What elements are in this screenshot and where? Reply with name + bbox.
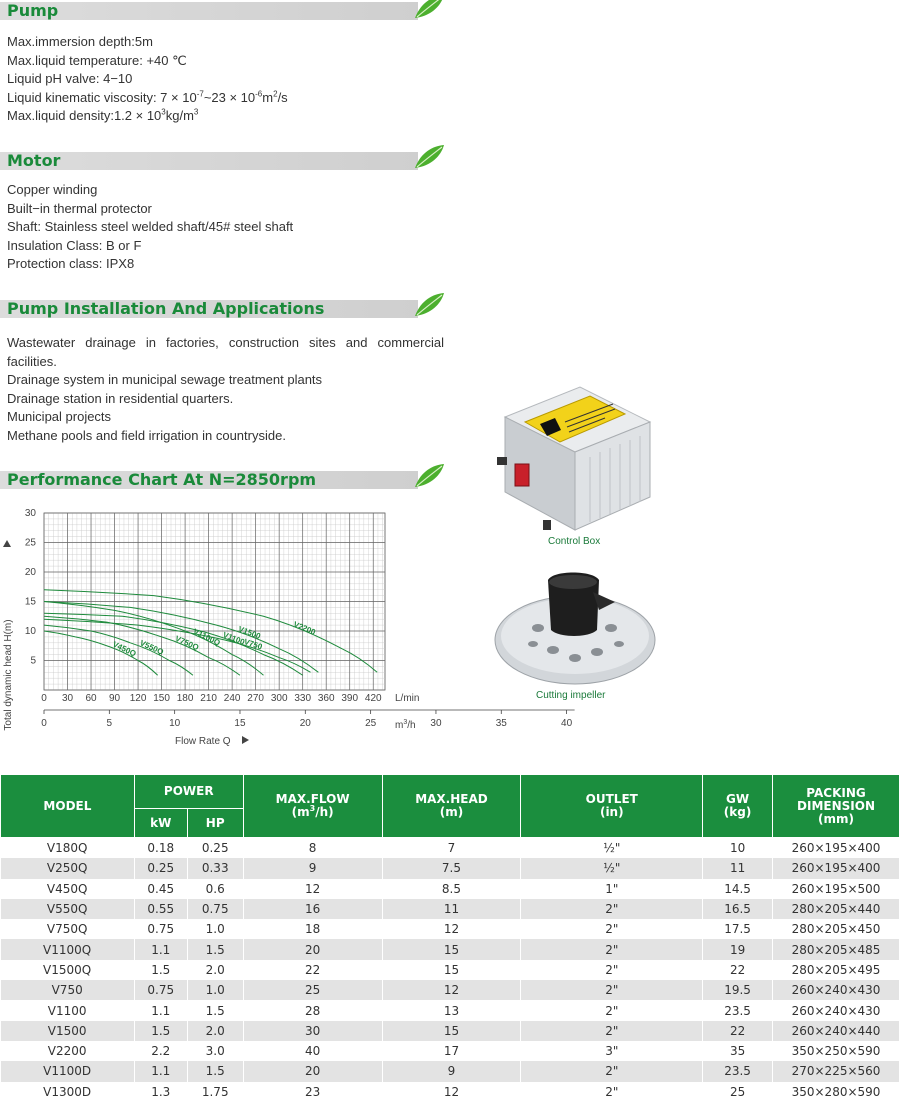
leaf-icon — [413, 144, 445, 170]
cutting-impeller-image — [493, 570, 657, 686]
cell-hp: 2.0 — [187, 960, 243, 980]
cell-gw: 10 — [703, 838, 773, 859]
col-header-gw: GW (kg) — [703, 775, 773, 838]
application-line: Wastewater drainage in factories, construction sites and commercial facilities. — [7, 335, 444, 369]
spec-table-body — [1, 838, 900, 1102]
cell-kw: 0.75 — [134, 919, 187, 939]
col-header-max-head: MAX.HEAD (m) — [382, 775, 521, 838]
cell-kw: 0.45 — [134, 879, 187, 899]
cell-hp: 1.0 — [187, 919, 243, 939]
leaf-icon — [413, 463, 445, 489]
section-title: Motor — [7, 151, 61, 170]
cell-gw: 17.5 — [703, 919, 773, 939]
col-header-max-flow: MAX.FLOW $(m^3/h)$ — [243, 775, 382, 838]
y-tick-label: 5 — [30, 655, 36, 667]
cell-max-head: 15 — [382, 939, 521, 959]
cell-kw: 1.1 — [134, 1000, 187, 1020]
cell-outlet: 1" — [521, 879, 703, 899]
x2-tick-label: 10 — [169, 718, 181, 729]
cell-model: V1100D — [1, 1061, 135, 1081]
cell-packing: 260×195×500 — [773, 879, 900, 899]
spec-line-density: Max.liquid density:1.2 × $10^3kg/m^3$ — [7, 107, 199, 123]
x-axis-arrow-icon — [242, 736, 249, 744]
cell-max-flow: 20 — [243, 939, 382, 959]
curve-label: V450Q — [111, 639, 138, 659]
table-row — [1, 980, 900, 1000]
pump-specs — [7, 33, 288, 126]
x2-tick-label: 20 — [299, 718, 311, 729]
cell-outlet: ½" — [521, 858, 703, 878]
col-header-packing: PACKING DIMENSION (mm) — [773, 775, 900, 838]
x-tick-label: 0 — [41, 693, 47, 704]
x-tick-label: 210 — [200, 693, 217, 704]
cell-model: V1500Q — [1, 960, 135, 980]
x2-tick-label: 30 — [430, 718, 442, 729]
section-header-pump — [0, 0, 445, 22]
cell-hp: 1.75 — [187, 1082, 243, 1102]
cell-outlet: 3" — [521, 1041, 703, 1061]
cell-hp: 1.5 — [187, 1061, 243, 1081]
cell-outlet: 2" — [521, 1000, 703, 1020]
cell-kw: 0.18 — [134, 838, 187, 859]
x-tick-label: 240 — [223, 693, 241, 704]
spec-line: Copper winding — [7, 182, 98, 197]
cell-max-flow: 40 — [243, 1041, 382, 1061]
cell-gw: 35 — [703, 1041, 773, 1061]
application-line: Methane pools and field irrigation in countryside. — [7, 427, 286, 443]
cell-packing: 260×195×400 — [773, 858, 900, 878]
cell-max-head: 11 — [382, 899, 521, 919]
section-header-performance — [0, 469, 445, 491]
section-title: Performance Chart At N=2850rpm — [7, 470, 317, 489]
x-tick-label: 90 — [108, 693, 121, 704]
cell-hp: 3.0 — [187, 1041, 243, 1061]
table-row — [1, 939, 900, 959]
cell-model: V450Q — [1, 879, 135, 899]
cell-packing: 350×250×590 — [773, 1041, 900, 1061]
cell-outlet: 2" — [521, 939, 703, 959]
col-header-model: MODEL — [1, 775, 135, 838]
cell-outlet: 2" — [521, 1082, 703, 1102]
curve-label: V1100Q — [191, 626, 222, 648]
x-tick-label: 270 — [247, 693, 264, 704]
cell-gw: 22 — [703, 960, 773, 980]
y-tick-label: 20 — [24, 567, 36, 578]
cell-max-flow: 12 — [243, 879, 382, 899]
cell-gw: 23.5 — [703, 1061, 773, 1081]
table-row — [1, 1041, 900, 1061]
cell-hp: 2.0 — [187, 1021, 243, 1041]
cell-outlet: 2" — [521, 1061, 703, 1081]
section-title: Pump Installation And Applications — [7, 299, 325, 318]
header-bar — [0, 152, 418, 170]
cell-gw: 25 — [703, 1082, 773, 1102]
cell-packing: 260×240×430 — [773, 980, 900, 1000]
col-header-kw: kW — [134, 809, 187, 838]
cell-max-flow: 20 — [243, 1061, 382, 1081]
spec-line: Insulation Class: B or F — [7, 237, 142, 253]
spec-line: Max.liquid temperature: +40 ℃ — [7, 52, 187, 68]
cell-packing: 280×205×495 — [773, 960, 900, 980]
cell-hp: 0.25 — [187, 838, 243, 859]
cell-gw: 23.5 — [703, 1000, 773, 1020]
cell-packing: 280×205×485 — [773, 939, 900, 959]
cell-packing: 350×280×590 — [773, 1082, 900, 1102]
cell-max-head: 12 — [382, 980, 521, 1000]
spec-table — [0, 774, 900, 1102]
cell-model: V250Q — [1, 858, 135, 878]
cell-hp: 1.5 — [187, 1000, 243, 1020]
spec-line: Shaft: Stainless steel welded shaft/45# steel shaft — [7, 219, 294, 234]
cell-model: V1100 — [1, 1000, 135, 1020]
cell-kw: 0.55 — [134, 899, 187, 919]
cell-gw: 22 — [703, 1021, 773, 1041]
cell-max-flow: 30 — [243, 1021, 382, 1041]
cutting-impeller-caption: Cutting impeller — [536, 690, 606, 701]
header-bar — [0, 2, 418, 20]
cell-max-head: 12 — [382, 1082, 521, 1102]
spec-line: Built−in thermal protector — [7, 200, 152, 216]
table-row — [1, 1061, 900, 1081]
cell-outlet: 2" — [521, 899, 703, 919]
cell-hp: 0.75 — [187, 899, 243, 919]
x2-tick-label: 15 — [234, 718, 246, 729]
spec-line: Protection class: IPX8 — [7, 256, 135, 271]
section-title: Pump — [7, 1, 59, 20]
cell-model: V1300D — [1, 1082, 135, 1102]
cell-max-flow: 16 — [243, 899, 382, 919]
x2-tick-label: 35 — [495, 718, 507, 729]
cell-max-head: 15 — [382, 1021, 521, 1041]
x-tick-label: 180 — [176, 693, 194, 704]
x-tick-label: 60 — [85, 693, 97, 704]
x-tick-label: 360 — [317, 693, 335, 704]
table-row — [1, 1082, 900, 1102]
cell-kw: 1.1 — [134, 939, 187, 959]
installation-list — [7, 334, 444, 445]
x-tick-label: 330 — [294, 693, 312, 704]
x-tick-label: 150 — [153, 693, 170, 704]
curve-label: V550Q — [138, 638, 165, 657]
table-row — [1, 960, 900, 980]
x2-axis-unit: $m^3/h$ — [395, 719, 416, 731]
x-tick-label: 120 — [129, 693, 147, 704]
x-axis-label: Flow Rate Q — [175, 736, 231, 747]
application-line: Drainage station in residential quarters. — [7, 390, 234, 406]
cell-max-head: 9 — [382, 1061, 521, 1081]
cell-hp: 0.33 — [187, 858, 243, 878]
cell-kw: 2.2 — [134, 1041, 187, 1061]
section-header-motor — [0, 150, 445, 172]
cell-packing: 260×195×400 — [773, 838, 900, 859]
cell-max-head: 13 — [382, 1000, 521, 1020]
spec-line-viscosity: Liquid kinematic viscosity: $7 \times 10^{-7}\sim 23 \times 10^{-6}m^2/s$ — [7, 89, 288, 105]
cell-max-head: 15 — [382, 960, 521, 980]
x2-tick-label: 25 — [365, 718, 377, 729]
y-tick-label: 10 — [24, 626, 36, 637]
cell-outlet: 2" — [521, 919, 703, 939]
cell-kw: 1.1 — [134, 1061, 187, 1081]
table-row — [1, 858, 900, 878]
col-header-power: POWER — [134, 775, 243, 809]
table-row — [1, 1021, 900, 1041]
cell-kw: 1.5 — [134, 960, 187, 980]
y-axis-label: Total dynamic head H(m) — [3, 619, 14, 731]
col-header-outlet: OUTLET (in) — [521, 775, 703, 838]
cell-model: V1100Q — [1, 939, 135, 959]
cell-packing: 270×225×560 — [773, 1061, 900, 1081]
x-tick-label: 30 — [61, 693, 74, 704]
section-header-installation — [0, 298, 445, 320]
table-row — [1, 1000, 900, 1020]
col-header-hp: HP — [187, 809, 243, 838]
x-tick-label: 390 — [341, 693, 359, 704]
cell-max-head: 7.5 — [382, 858, 521, 878]
cell-max-flow: 25 — [243, 980, 382, 1000]
cell-gw: 11 — [703, 858, 773, 878]
chart-grid — [44, 513, 385, 690]
cell-gw: 19.5 — [703, 980, 773, 1000]
application-line: Municipal projects — [7, 409, 112, 424]
spec-line: Liquid pH valve: 4−10 — [7, 71, 133, 86]
curve-label: V750Q — [173, 633, 201, 653]
curve-label: V1500 — [236, 624, 262, 641]
cell-gw: 16.5 — [703, 899, 773, 919]
cell-max-head: 8.5 — [382, 879, 521, 899]
leaf-icon — [413, 292, 445, 318]
curve-label: V1100 — [221, 630, 246, 647]
table-row — [1, 838, 900, 859]
cell-kw: 0.75 — [134, 980, 187, 1000]
cell-model: V180Q — [1, 838, 135, 859]
cell-max-head: 17 — [382, 1041, 521, 1061]
table-row — [1, 919, 900, 939]
y-tick-label: 30 — [24, 508, 36, 519]
cell-max-flow: 8 — [243, 838, 382, 859]
table-row — [1, 879, 900, 899]
cell-outlet: 2" — [521, 980, 703, 1000]
x2-tick-label: 5 — [106, 718, 113, 729]
cell-model: V1500 — [1, 1021, 135, 1041]
cell-hp: 0.6 — [187, 879, 243, 899]
control-box-image — [495, 382, 655, 532]
cell-gw: 19 — [703, 939, 773, 959]
y-tick-label: 15 — [24, 596, 36, 608]
cell-kw: 1.3 — [134, 1082, 187, 1102]
y-tick-label: 25 — [24, 537, 36, 549]
x2-tick-label: 0 — [41, 718, 47, 729]
curve-label: V2200 — [292, 619, 317, 637]
cell-model: V550Q — [1, 899, 135, 919]
cell-max-flow: 9 — [243, 858, 382, 878]
cell-max-flow: 18 — [243, 919, 382, 939]
x-tick-label: 300 — [270, 693, 288, 704]
cell-model: V750Q — [1, 919, 135, 939]
x2-tick-label: 40 — [561, 718, 573, 729]
cell-outlet: 2" — [521, 960, 703, 980]
cell-packing: 280×205×440 — [773, 899, 900, 919]
x-axis-unit: L/min — [395, 693, 420, 704]
cell-packing: 260×240×440 — [773, 1021, 900, 1041]
x-tick-label: 420 — [364, 693, 382, 704]
cell-packing: 280×205×450 — [773, 919, 900, 939]
leaf-icon — [413, 0, 445, 20]
application-line: Drainage system in municipal sewage treatment plants — [7, 372, 323, 387]
cell-hp: 1.0 — [187, 980, 243, 1000]
curve-label: V750 — [242, 637, 264, 652]
y-axis-arrow-icon — [3, 540, 11, 547]
cell-model: V2200 — [1, 1041, 135, 1061]
cell-max-head: 7 — [382, 838, 521, 859]
cell-hp: 1.5 — [187, 939, 243, 959]
cell-max-head: 12 — [382, 919, 521, 939]
cell-kw: 1.5 — [134, 1021, 187, 1041]
motor-specs — [7, 181, 293, 274]
cell-gw: 14.5 — [703, 879, 773, 899]
cell-max-flow: 28 — [243, 1000, 382, 1020]
control-box-caption: Control Box — [548, 536, 601, 547]
cell-max-flow: 23 — [243, 1082, 382, 1102]
cell-kw: 0.25 — [134, 858, 187, 878]
cell-max-flow: 22 — [243, 960, 382, 980]
cell-outlet: 2" — [521, 1021, 703, 1041]
cell-packing: 260×240×430 — [773, 1000, 900, 1020]
cell-outlet: ½" — [521, 838, 703, 859]
cell-model: V750 — [1, 980, 135, 1000]
table-row — [1, 899, 900, 919]
spec-line: Max.immersion depth:5m — [7, 34, 153, 49]
